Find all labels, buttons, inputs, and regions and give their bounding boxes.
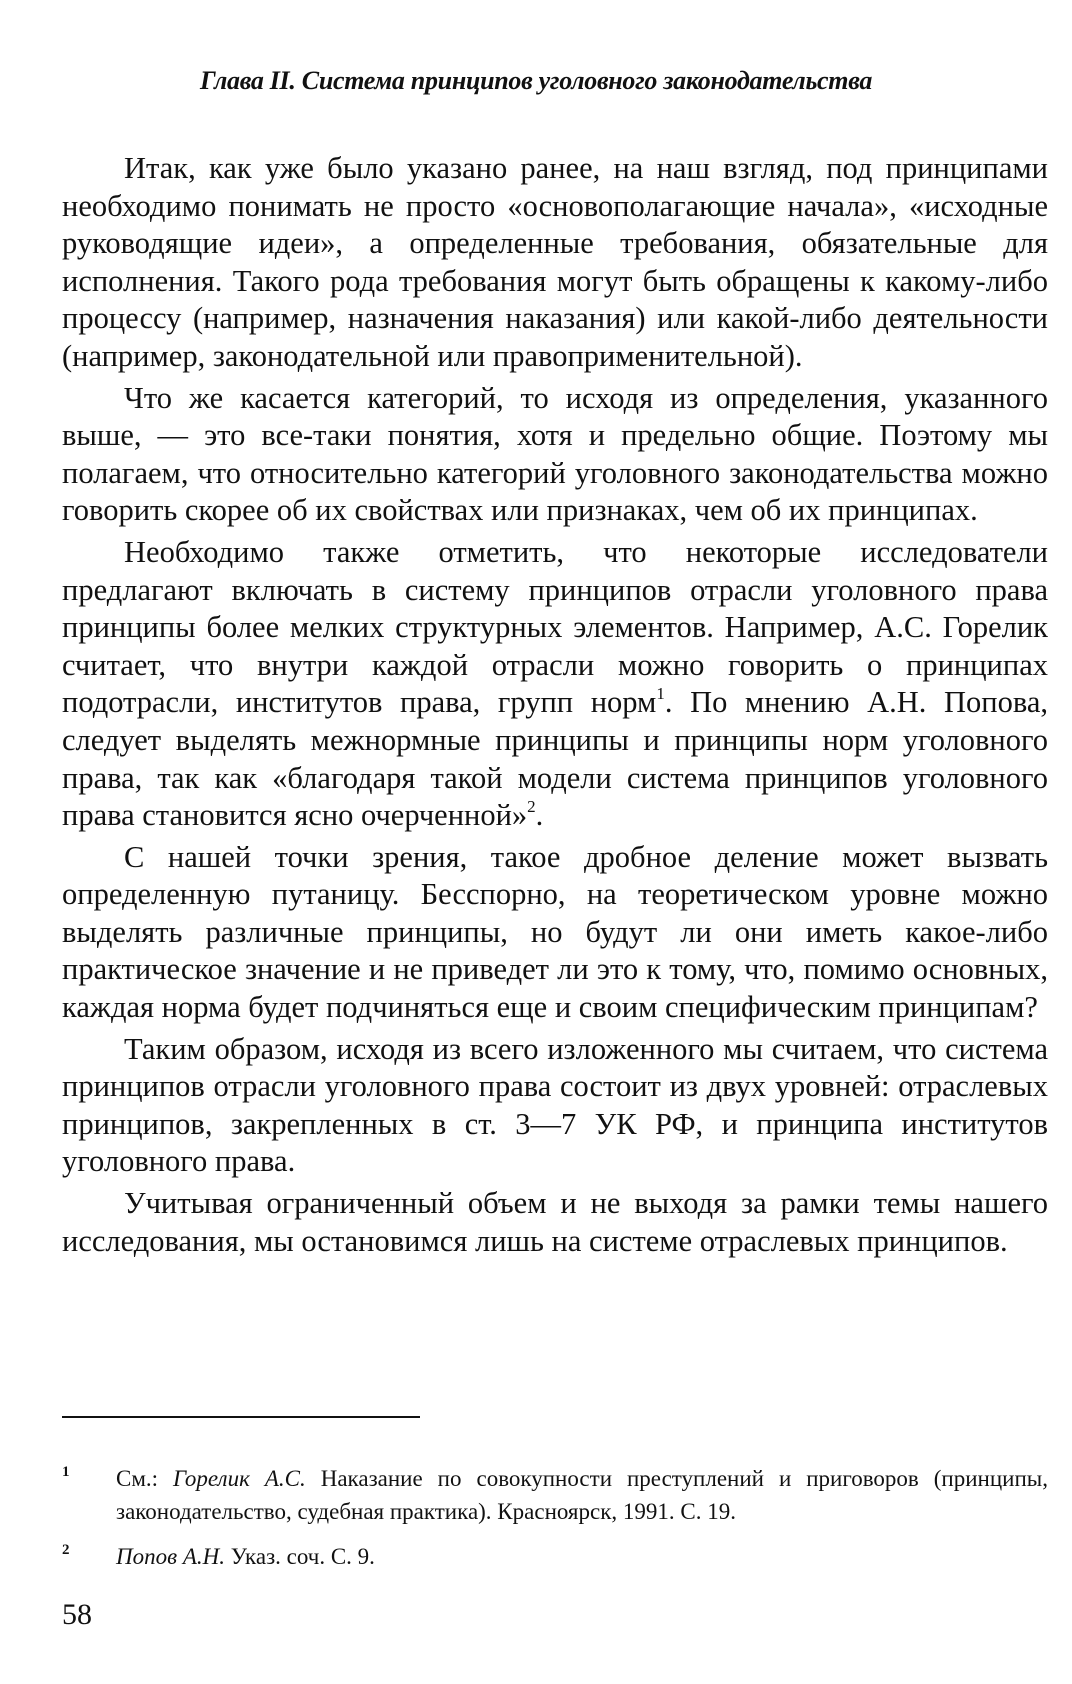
paragraph: Итак, как уже было указано ранее, на наш взгляд, под принципами необходимо понимать не просто «основополагающие начала», «исходные руководящие идеи», а определенные требования, обязательные для исполнения. Такого рода требования могут быть обращены к какому-либо процессу (например, назначения наказания) или какой-либо деятельности (например, законодательной или правоприменительной). — [62, 151, 1048, 373]
footnote-author: Попов А.Н. — [116, 1544, 226, 1569]
paragraph: С нашей точки зрения, такое дробное деление может вызвать определенную путаницу. Бесспорно, на теоретическом уровне можно выделять различные принципы, но будут ли они иметь какое-либо практическое значение и не приведет ли это к тому, что, помимо основных, каждая норма будет подчиняться еще и своим специфическим принципам? — [62, 839, 1048, 1025]
page-number: 58 — [62, 1598, 92, 1631]
footnote-number: 1 — [62, 1464, 70, 1480]
body-text — [62, 150, 1048, 1264]
paragraph-text: Необходимо также отметить, что некоторые исследователи предлагают включать в систему принципов отрасли уголовного права принципы более мелких структурных элементов. Например, А.С. Горелик считает, что внутри каждой отрасли можно говорить о принципах подотрасли, институтов права, групп норм — [62, 534, 1048, 720]
footnote-text: Указ. соч. С. 9. — [225, 1544, 375, 1569]
footnote — [62, 1540, 1048, 1573]
paragraph-text: . — [535, 798, 544, 833]
footnote-marker[interactable]: 2 — [527, 796, 536, 816]
footnotes — [62, 1462, 1048, 1585]
footnote-marker[interactable]: 1 — [656, 684, 665, 704]
footnote-author: Горелик А.С. — [173, 1466, 306, 1491]
paragraph-with-footnotes — [62, 534, 1048, 835]
paragraph-text: . По мнению А.Н. Попова, следует выделять межнормные принципы и принципы норм уголовного права, так как «благодаря такой модели система принципов уголовного права становится ясно очерченной» — [62, 685, 1048, 833]
paragraph: Таким образом, исходя из всего изложенного мы считаем, что система принципов отрасли уголовного права состоит из двух уровней: отраслевых принципов, закрепленных в ст. 3—7 УК РФ, и принципа институтов уголовного права. — [62, 1031, 1048, 1179]
footnote-number: 2 — [62, 1542, 70, 1558]
paragraph: Учитывая ограниченный объем и не выходя за рамки темы нашего исследования, мы остановимся лишь на системе отраслевых принципов. — [62, 1186, 1048, 1258]
footnote — [62, 1462, 1048, 1528]
footnote-divider — [62, 1416, 420, 1418]
paragraph: Что же касается категорий, то исходя из определения, указанного выше, — это все-таки понятия, хотя и предельно общие. Поэтому мы полагаем, что относительно категорий уголовного законодательства можно говорить скорее об их свойствах или признаках, чем об их принципах. — [62, 380, 1048, 528]
footnote-prefix: См.: — [116, 1466, 174, 1491]
running-head: Глава II. Система принципов уголовного законодательства — [199, 66, 873, 95]
footnote-text: Наказание по совокупности преступлений и приговоров (принципы, законодательство, судебная практика). Красноярск, 1991. С. 19. — [116, 1466, 1048, 1524]
